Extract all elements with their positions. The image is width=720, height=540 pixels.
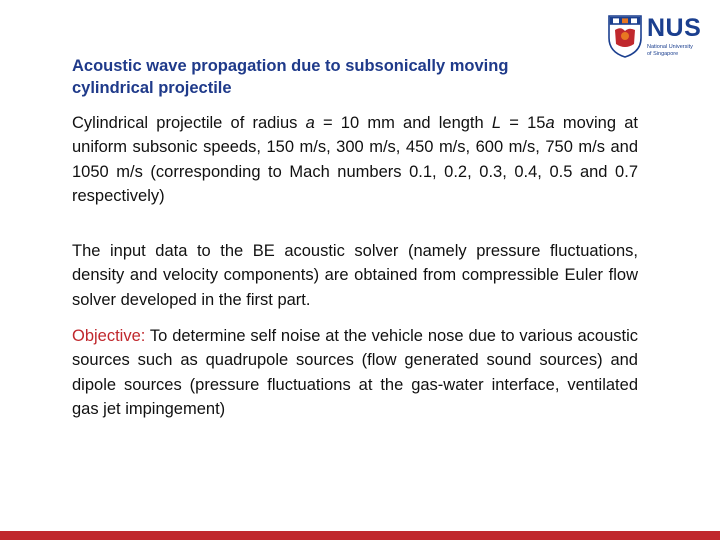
bottom-accent-bar <box>0 531 720 540</box>
slide-title-line: Acoustic wave propagation due to subsonically moving <box>72 57 509 75</box>
input-data-description: The input data to the BE acoustic solver (namely pressure fluctuations, density and velocity components) are obtained from compressible Euler flow solver developed in the first part. <box>72 242 638 309</box>
nus-wordmark: NUS <box>647 14 702 42</box>
slide-title <box>72 55 602 99</box>
nus-subtitle: National University of Singapore <box>647 44 693 57</box>
projectile-description: Cylindrical projectile of radius a = 10 mm and length L = 15a moving at uniform subsonic speeds, 150 m/s, 300 m/s, 450 m/s, 600 m/s, 750 m/s and 1050 m/s (corresponding to Mach numbers 0.1, 0.2, 0.3, 0.4, 0.5 and 0.7 respectively) <box>72 114 638 205</box>
slide-title-line: cylindrical projectile <box>72 79 232 97</box>
nus-logo <box>607 14 707 70</box>
objective-text: To determine self noise at the vehicle nose due to various acoustic sources such as quadrupole sources (flow generated sound sources) and dipole sources (pressure fluctuations at the gas-water interface, ventilated gas jet impingement) <box>72 327 638 418</box>
objective-label: Objective: <box>72 327 146 345</box>
nus-crest-icon <box>607 14 643 58</box>
objective-paragraph <box>72 324 638 421</box>
